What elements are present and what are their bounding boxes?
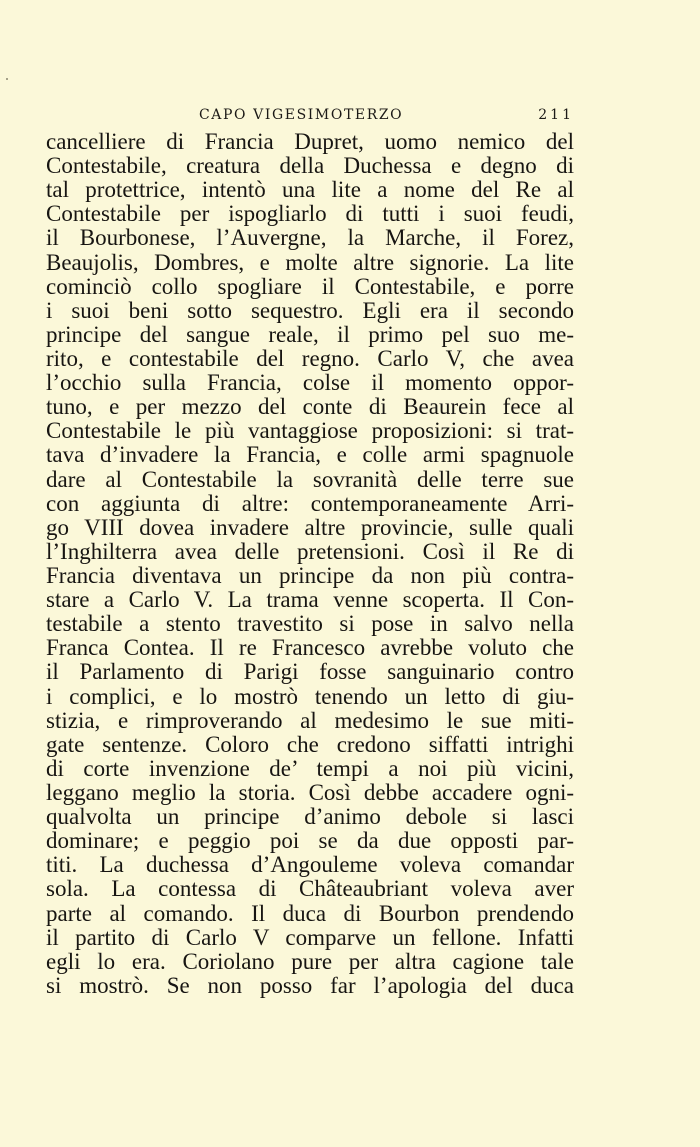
text-line: Contestabile per ispogliarlo di tutti i suoi feudi, [46, 201, 574, 227]
text-line: go VIII dovea invadere altre provincie, sulle quali [46, 514, 574, 540]
text-line: titi. La duchessa d’Angouleme voleva comandar [46, 852, 574, 878]
text-line: Contestabile, creatura della Duchessa e degno di [46, 153, 574, 179]
text-line: cominciò collo spogliare il Contestabile, e porre [46, 273, 574, 299]
text-line: egli lo era. Coriolano pure per altra cagione tale [46, 948, 574, 974]
text-line: con aggiunta di altre: contemporaneamente Arri- [46, 490, 574, 516]
text-line: l’Inghilterra avea delle pretensioni. Così il Re di [46, 538, 574, 564]
text-line: Beaujolis, Dombres, e molte altre signorie. La lite [46, 249, 574, 275]
text-line: testabile a stento travestito si pose in salvo nella [46, 611, 574, 637]
text-line: il partito di Carlo V comparve un fellone. Infatti [46, 924, 574, 950]
text-line: sola. La contessa di Châteaubriant voleva aver [46, 876, 574, 902]
text-line: stare a Carlo V. La trama venne scoperta. Il Con- [46, 587, 574, 613]
text-line: rito, e contestabile del regno. Carlo V, che avea [46, 345, 574, 371]
paper-speck [6, 78, 8, 80]
text-line: i complici, e lo mostrò tenendo un letto di giu- [46, 683, 574, 709]
text-line: qualvolta un principe d’animo debole si lasci [46, 804, 574, 830]
text-line: principe del sangue reale, il primo pel suo me- [46, 321, 574, 347]
text-line: tal protettrice, intentò una lite a nome del Re al [46, 177, 574, 203]
text-line: dare al Contestabile la sovranità delle terre sue [46, 466, 574, 492]
page-number: 211 [538, 107, 574, 123]
text-line: gate sentenze. Coloro che credono siffatti intrighi [46, 731, 574, 757]
text-line: parte al comando. Il duca di Bourbon prendendo [46, 900, 574, 926]
text-line: il Bourbonese, l’Auvergne, la Marche, il Forez, [46, 225, 574, 251]
text-line: dominare; e peggio poi se da due opposti par- [46, 828, 574, 854]
text-line: Franca Contea. Il re Francesco avrebbe voluto che [46, 635, 574, 661]
text-line: di corte invenzione de’ tempi a noi più vicini, [46, 755, 574, 781]
text-line: Contestabile le più vantaggiose proposizioni: si trat- [46, 418, 574, 444]
text-line: leggano meglio la storia. Così debbe accadere ogni- [46, 779, 574, 805]
body-text [46, 130, 574, 998]
text-line: i suoi beni sotto sequestro. Egli era il secondo [46, 297, 574, 323]
running-title: CAPO VIGESIMOTERZO [199, 107, 404, 123]
text-line: il Parlamento di Parigi fosse sanguinario contro [46, 659, 574, 685]
text-line: l’occhio sulla Francia, colse il momento oppor- [46, 370, 574, 396]
text-line: tava d’invadere la Francia, e colle armi spagnuole [46, 442, 574, 468]
text-line: Francia diventava un principe da non più contra- [46, 562, 574, 588]
text-line: si mostrò. Se non posso far l’apologia del duca [46, 972, 574, 998]
text-line: tuno, e per mezzo del conte di Beaurein fece al [46, 394, 574, 420]
text-line: stizia, e rimproverando al medesimo le sue miti- [46, 707, 574, 733]
text-line: cancelliere di Francia Dupret, uomo nemico del [46, 129, 574, 154]
running-head [46, 107, 574, 129]
